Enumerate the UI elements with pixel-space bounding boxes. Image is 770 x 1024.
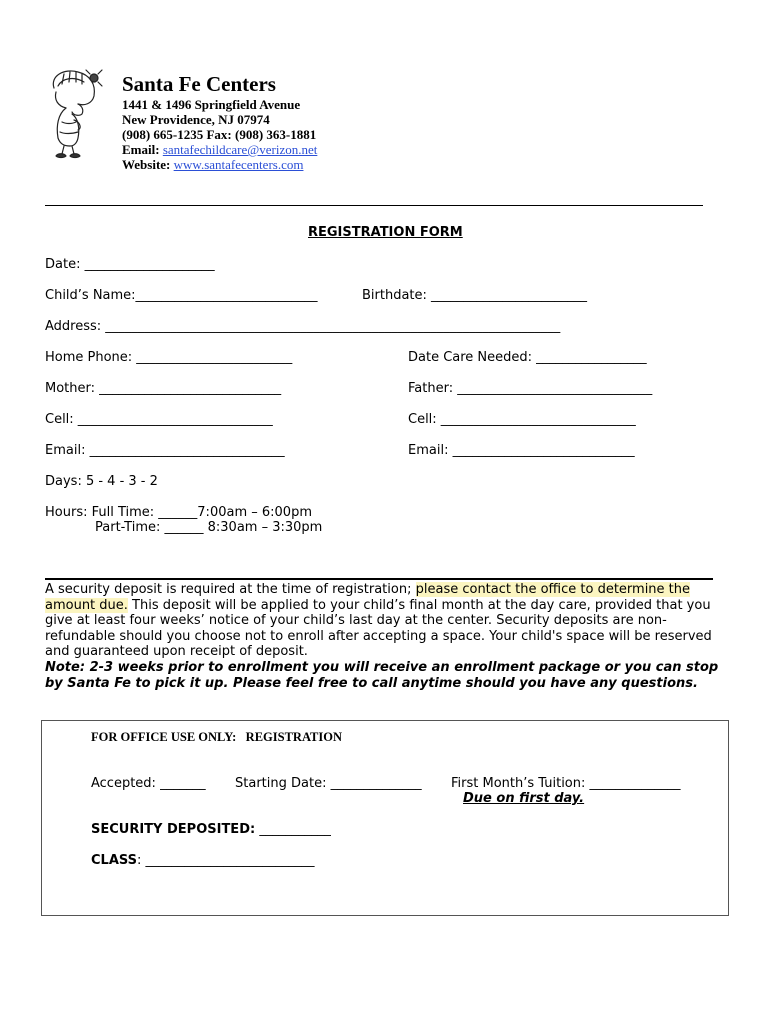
security-deposited-field[interactable] <box>91 822 331 837</box>
mother-cell-field[interactable]: Cell: ______________________________ <box>45 412 273 427</box>
first-month-tuition-field[interactable]: First Month’s Tuition: ______________ <box>451 776 681 791</box>
accepted-field[interactable]: Accepted: _______ <box>91 776 206 791</box>
child-logo-icon <box>44 66 116 162</box>
father-cell-field[interactable]: Cell: ______________________________ <box>408 412 636 427</box>
website-label: Website: <box>122 157 171 172</box>
organization-title: Santa Fe Centers <box>122 72 276 96</box>
father-email-field[interactable]: Email: ____________________________ <box>408 443 635 458</box>
address-line-1: 1441 & 1496 Springfield Avenue <box>122 97 301 112</box>
birthdate-field[interactable]: Birthdate: ________________________ <box>362 288 588 303</box>
address-line-2: New Providence, NJ 07974 <box>122 112 270 127</box>
office-registration-label: REGISTRATION <box>245 730 342 744</box>
mother-field[interactable]: Mother: ____________________________ <box>45 381 282 396</box>
days-options: Days: 5 - 4 - 3 - 2 <box>45 474 158 489</box>
office-use-heading <box>91 730 342 745</box>
email-line <box>122 142 317 158</box>
class-blank[interactable]: : __________________________ <box>137 853 315 868</box>
mother-email-field[interactable]: Email: ______________________________ <box>45 443 285 458</box>
enrollment-note: Note: 2-3 weeks prior to enrollment you will receive an enrollment package or you can stop by Santa Fe to pick it up. Please feel free to call anytime should you have any questions. <box>45 660 719 691</box>
header-divider <box>45 205 703 206</box>
due-on-first-day: Due on first day. <box>463 791 585 806</box>
office-use-box <box>41 720 729 916</box>
deposit-highlight: please contact the office to determine the amount due. <box>45 582 691 613</box>
father-field[interactable]: Father: ______________________________ <box>408 381 653 396</box>
address-field[interactable]: Address: ______________________________________________________________________ <box>45 319 561 334</box>
office-use-label: FOR OFFICE USE ONLY: <box>91 730 237 744</box>
email-label: Email: <box>122 142 160 157</box>
deposit-divider <box>45 578 713 580</box>
deposit-text-start: A security deposit is required at the time of registration; <box>45 582 416 597</box>
email-link[interactable]: santafechildcare@verizon.net <box>162 142 318 157</box>
website-line <box>122 157 303 173</box>
class-label: CLASS <box>91 853 138 868</box>
deposit-text-rest: This deposit will be applied to your child’s final month at the day care, provided that you give at least four weeks’ notice of your child’s last day at the center. Security deposits are non-refundable should you choose not to enroll after accepting a space. Your child's space will be reserved and guaranteed upon receipt of deposit. <box>45 597 712 660</box>
security-deposited-label: SECURITY DEPOSITED: <box>91 822 256 837</box>
form-title: REGISTRATION FORM <box>308 225 463 240</box>
hours-full-time[interactable]: Hours: Full Time: ______7:00am – 6:00pm <box>45 505 312 520</box>
date-care-needed-field[interactable]: Date Care Needed: _________________ <box>408 350 647 365</box>
phone-fax-line: (908) 665-1235 Fax: (908) 363-1881 <box>122 127 317 142</box>
class-field[interactable] <box>91 853 315 868</box>
date-field[interactable]: Date: ____________________ <box>45 257 215 272</box>
security-deposited-blank[interactable]: ___________ <box>255 822 331 837</box>
starting-date-field[interactable]: Starting Date: ______________ <box>235 776 422 791</box>
hours-part-time[interactable]: Part-Time: ______ 8:30am – 3:30pm <box>95 520 323 535</box>
child-name-field[interactable]: Child’s Name:____________________________ <box>45 288 318 303</box>
deposit-paragraph <box>45 582 735 660</box>
home-phone-field[interactable]: Home Phone: ________________________ <box>45 350 293 365</box>
website-link[interactable]: www.santafecenters.com <box>173 157 304 172</box>
